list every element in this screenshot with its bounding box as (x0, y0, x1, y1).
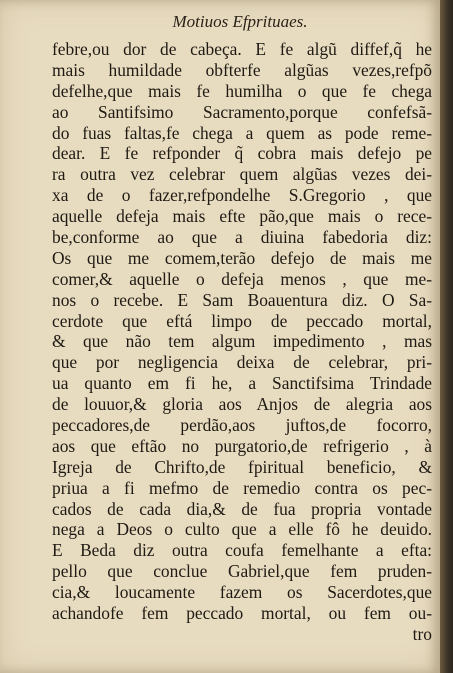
text-line: xa de o fazer,refpondelhe S.Gregorio , que (52, 185, 432, 206)
text-line: cia,& loucamente fazem os Sacerdotes,que (52, 582, 432, 603)
running-header: Motiuos Efprituaes. (172, 12, 308, 31)
text-line: cados de cada dia,& de fua propria vontade (52, 498, 432, 519)
text-line: nos o recebe. E Sam Boauentura diz. O Sa- (52, 289, 432, 310)
text-line: comer,& aquelle o defeja menos , que me- (52, 268, 432, 289)
text-line: de louuor,& gloria aos Anjos de alegria aos (52, 394, 432, 415)
text-line: ra outra vez celebrar quem algũas vezes dei- (52, 164, 432, 185)
text-line: aquelle defeja mais efte pão,que mais o rece- (52, 206, 432, 227)
text-line: nega a Deos o culto que a elle fô he deuido. (52, 519, 432, 540)
text-line: E Beda diz outra coufa femelhante a efta: (52, 540, 432, 561)
text-line: aos que eftão no purgatorio,de refrigerio , à (52, 435, 432, 456)
text-line: peccadores,de perdão,aos juftos,de focorro, (52, 415, 432, 436)
text-line: priua a fi mefmo de remedio contra os pec- (52, 477, 432, 498)
text-line: ua quanto em fi he, a Sanctifsima Trindade (52, 373, 432, 394)
text-line: pello que conclue Gabriel,que fem pruden- (52, 561, 432, 582)
text-line: defelhe,que mais fe humilha o que fe chega (52, 80, 432, 101)
page-body (52, 39, 432, 645)
text-line: Os que me comem,terão defejo de mais me (52, 247, 432, 268)
text-line: be,conforme ao que a diuina fabedoria diz: (52, 227, 432, 248)
text-line: febre,ou dor de cabeça. E fe algũ diffef,q̃ he (52, 39, 432, 59)
text-line: que por negligencia deixa de celebrar, pri- (52, 352, 432, 373)
text-line: mais humildade obfterfe algũas vezes,refpõ (52, 59, 432, 80)
text-line: ao Santifsimo Sacramento,porque confefsã- (52, 101, 432, 122)
catchword: tro (412, 623, 432, 644)
text-line: achandofe fem peccado mortal, ou fem ou- (52, 603, 432, 624)
text-line: do fuas faltas,fe chega a quem as pode reme- (52, 122, 432, 143)
text-line: cerdote que eftá limpo de peccado mortal, (52, 310, 432, 331)
text-line: & que não tem algum impedimento , mas (52, 331, 432, 352)
page-edge (440, 0, 453, 673)
text-line: dear. E fe refponder q̃ cobra mais defejo pe (52, 143, 432, 164)
text-line: Igreja de Chrifto,de fpiritual beneficio, & (52, 456, 432, 477)
